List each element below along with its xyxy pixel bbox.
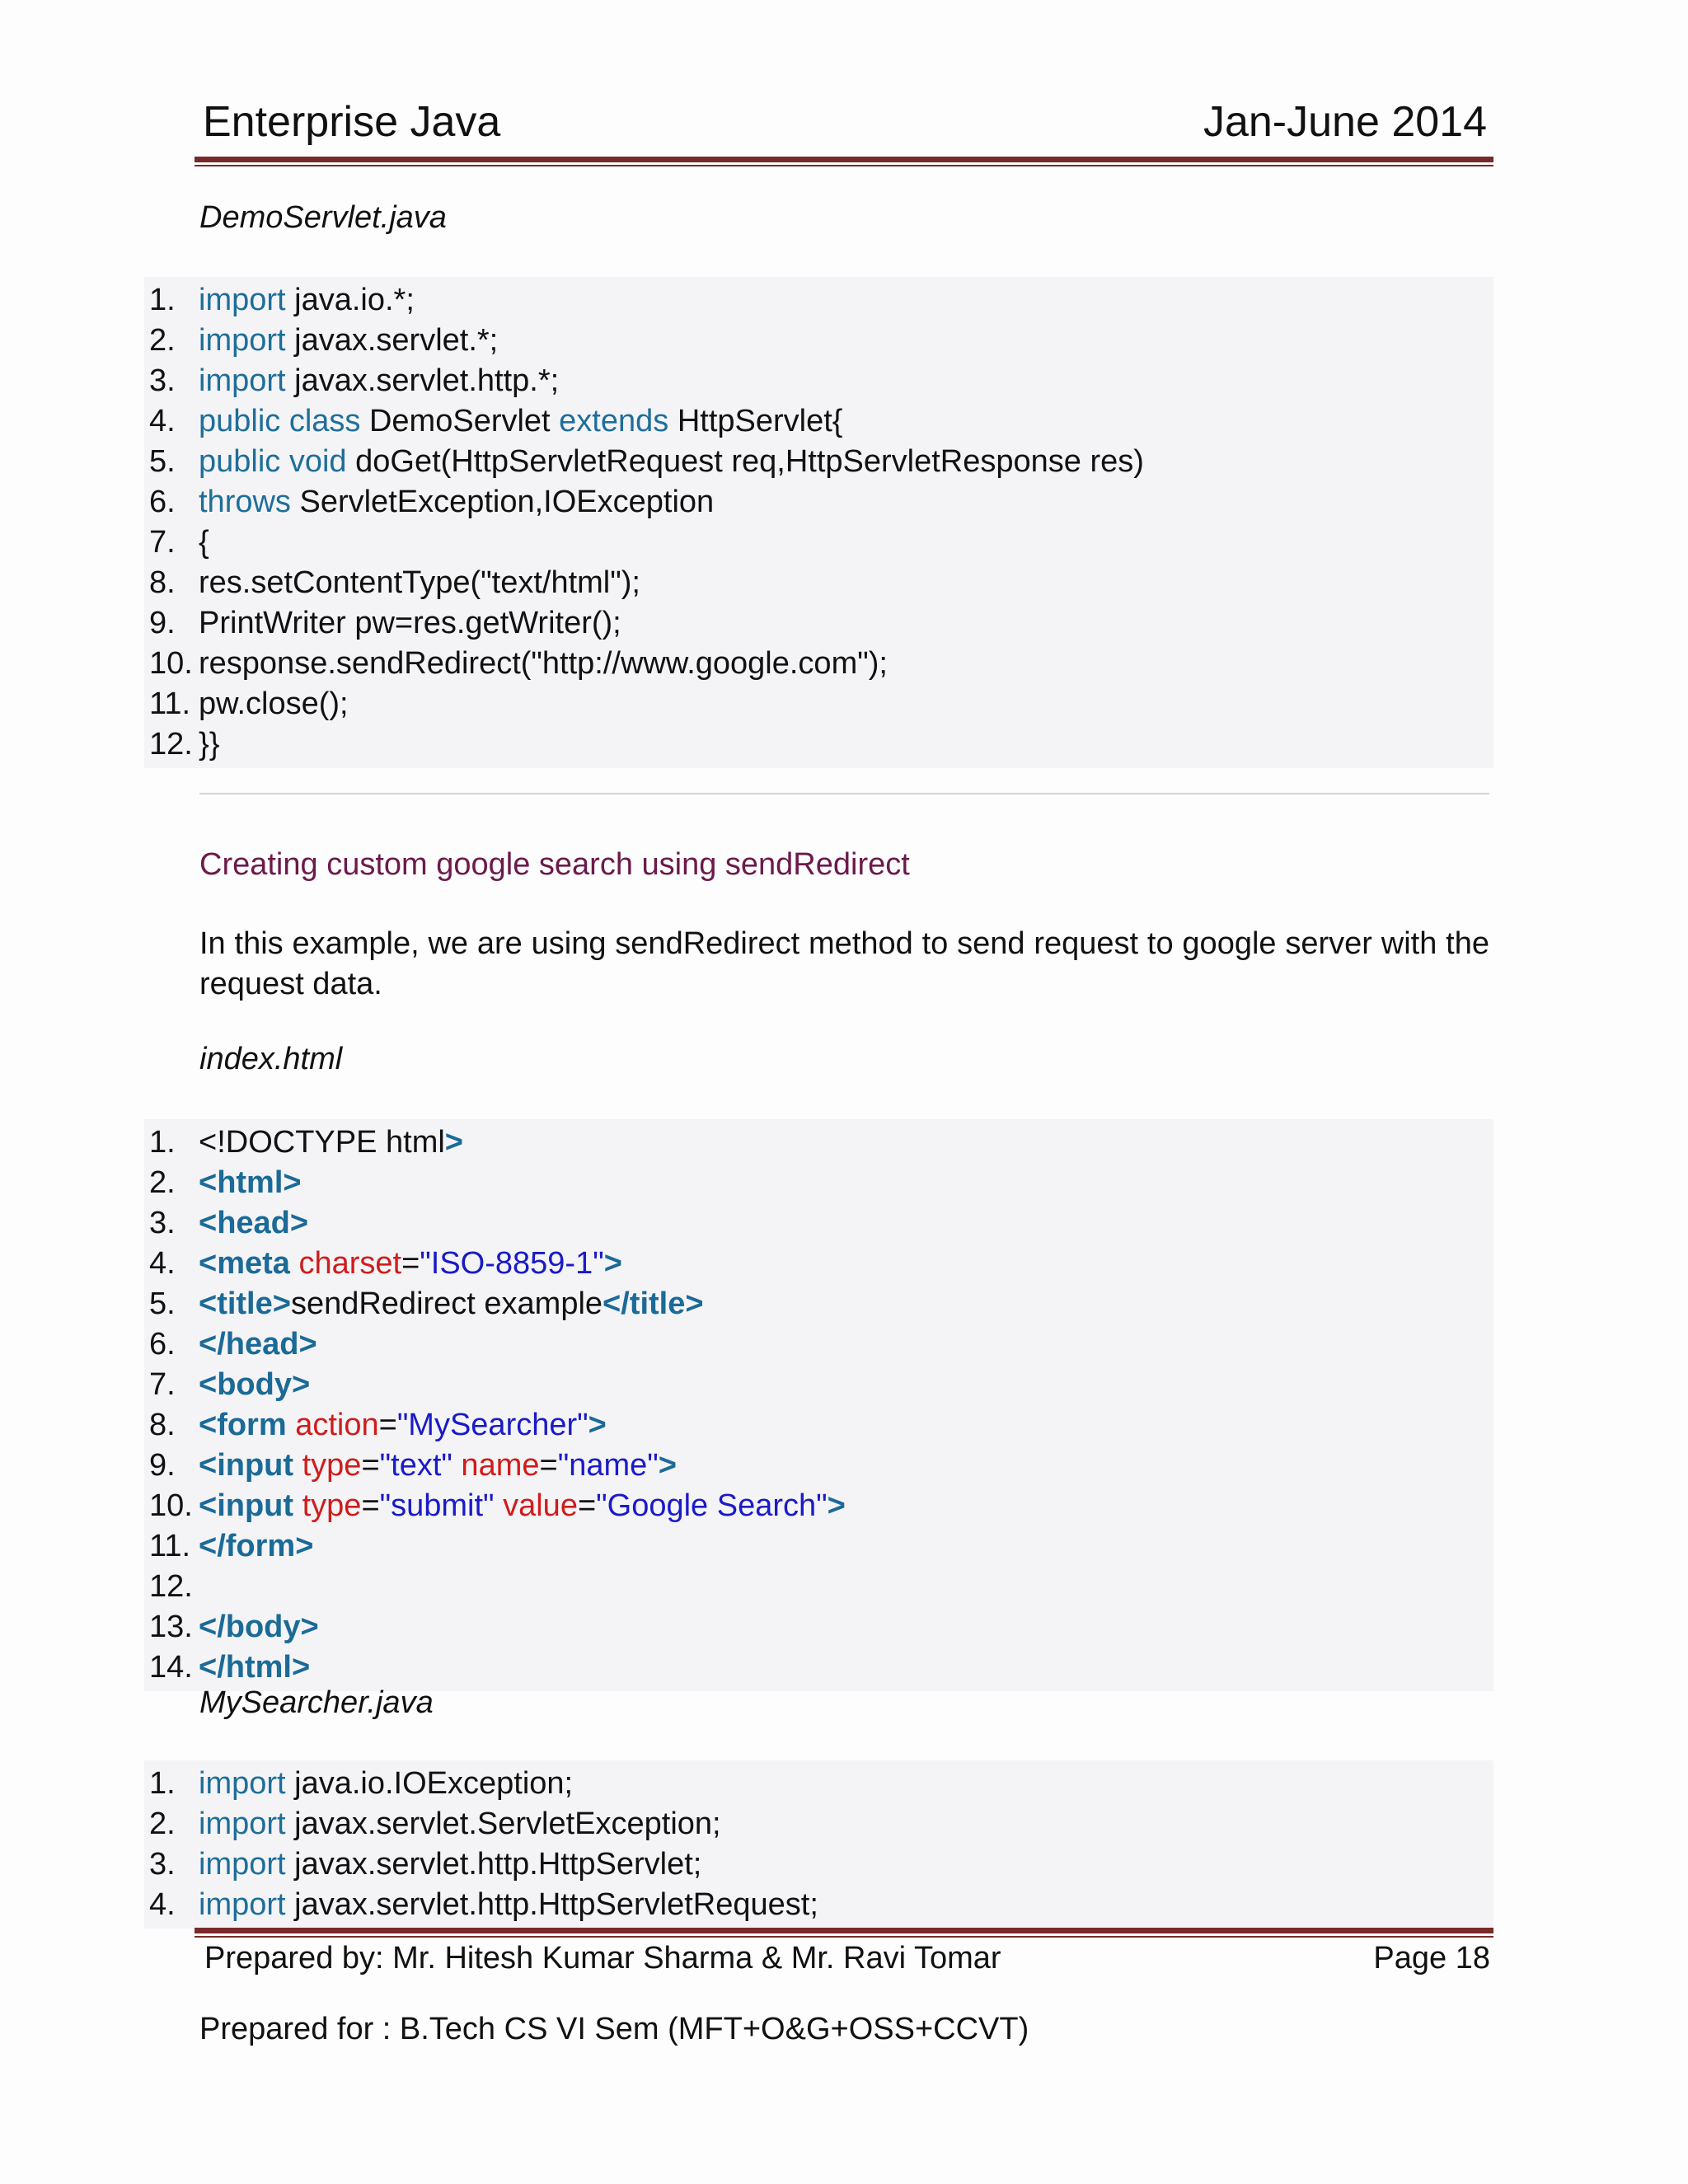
code-token: </head> — [199, 1327, 317, 1361]
line-code — [199, 684, 349, 724]
line-code — [199, 1486, 846, 1526]
header-title: Enterprise Java — [203, 98, 501, 146]
line-code — [199, 523, 209, 563]
line-number: 4. — [149, 1887, 176, 1922]
code-token: { — [199, 525, 209, 560]
line-code — [199, 603, 621, 644]
code-token: type — [293, 1488, 362, 1523]
code-token: java.io.*; — [285, 283, 415, 317]
section-paragraph: In this example, we are using sendRedirect method to send request to google server with the request data. — [199, 926, 1489, 1001]
code-token: PrintWriter pw=res.getWriter(); — [199, 606, 621, 640]
line-code — [199, 1446, 677, 1486]
code-block-demoservlet — [144, 277, 1493, 768]
code-line — [144, 1607, 1493, 1647]
code-line — [144, 1365, 1493, 1405]
code-token: import — [199, 283, 286, 317]
page-header — [203, 97, 1487, 155]
code-token: > — [827, 1488, 846, 1523]
code-token: DemoServlet — [360, 404, 560, 438]
code-token: "text" — [379, 1448, 452, 1483]
line-code — [199, 1764, 573, 1804]
line-number: 7. — [149, 1367, 176, 1402]
code-token: javax.servlet.ServletException; — [285, 1807, 721, 1841]
code-token: <!DOCTYPE html — [199, 1125, 445, 1160]
code-token: javax.servlet.http.HttpServlet; — [285, 1847, 702, 1882]
line-number: 8. — [149, 1408, 176, 1442]
line-code — [199, 1885, 818, 1925]
header-rule — [195, 157, 1493, 162]
line-code — [199, 563, 640, 603]
code-line — [144, 1804, 1493, 1844]
code-token: res.setContentType("text/html"); — [199, 565, 640, 600]
code-line — [144, 644, 1493, 684]
line-number: 1. — [149, 1125, 176, 1160]
code-token: = — [577, 1488, 597, 1523]
code-token: import — [199, 1887, 286, 1922]
code-token: = — [378, 1408, 397, 1442]
code-line — [144, 1647, 1493, 1688]
code-line — [144, 1284, 1493, 1324]
code-token: javax.servlet.http.*; — [285, 363, 560, 398]
line-code — [199, 1365, 310, 1405]
code-token: "MySearcher" — [396, 1408, 588, 1442]
line-number: 3. — [149, 363, 176, 398]
line-number: 3. — [149, 1847, 176, 1882]
code-token: </html> — [199, 1650, 311, 1685]
code-token: import — [199, 1766, 286, 1801]
code-block-index-html — [144, 1119, 1493, 1691]
line-code — [199, 1804, 721, 1844]
code-token: <form — [199, 1408, 287, 1442]
code-line — [144, 482, 1493, 523]
line-number: 6. — [149, 485, 176, 519]
footer-prepared-for: Prepared for : B.Tech CS VI Sem (MFT+O&G+OSS+CCVT) — [199, 2012, 1029, 2046]
section-heading: Creating custom google search using sendRedirect — [199, 847, 910, 882]
line-number: 4. — [149, 1246, 176, 1281]
line-code — [199, 1122, 463, 1163]
line-number: 11. — [149, 1529, 191, 1563]
code-line — [144, 442, 1493, 482]
code-token: doGet(HttpServletRequest req,HttpServletResponse res) — [346, 444, 1144, 479]
code-token: > — [658, 1448, 677, 1483]
file-name-demoservlet: DemoServlet.java — [199, 200, 447, 235]
code-token: pw.close(); — [199, 687, 349, 721]
code-token: import — [199, 363, 286, 398]
code-line — [144, 724, 1493, 765]
code-token: </body> — [199, 1610, 319, 1644]
line-code — [199, 1647, 310, 1688]
code-line — [144, 684, 1493, 724]
code-token: javax.servlet.*; — [285, 323, 499, 358]
code-token: import — [199, 1847, 286, 1882]
line-number: 11. — [149, 687, 191, 721]
code-line — [144, 1526, 1493, 1567]
line-number: 9. — [149, 606, 176, 640]
code-line — [144, 321, 1493, 361]
code-token: extends — [559, 404, 669, 438]
code-token: name — [452, 1448, 540, 1483]
code-token: </title> — [603, 1286, 704, 1321]
code-line — [144, 280, 1493, 321]
line-code — [199, 280, 415, 321]
code-token: <title> — [199, 1286, 291, 1321]
separator-line — [199, 793, 1489, 794]
line-number: 14. — [149, 1650, 193, 1685]
code-token: public class — [199, 404, 361, 438]
code-token: = — [361, 1448, 380, 1483]
line-number: 3. — [149, 1206, 176, 1240]
code-token: }} — [199, 727, 220, 762]
code-line — [144, 1764, 1493, 1804]
code-line — [144, 1122, 1493, 1163]
code-token: public void — [199, 444, 347, 479]
code-token: charset — [289, 1246, 402, 1281]
line-code — [199, 1324, 317, 1365]
line-code — [199, 1844, 701, 1885]
line-number: 10. — [149, 1488, 193, 1523]
header-rule-thin — [195, 165, 1493, 166]
code-token: sendRedirect example — [290, 1286, 603, 1321]
header-date: Jan-June 2014 — [1203, 98, 1487, 146]
code-token: response.sendRedirect("http://www.google.com"); — [199, 646, 888, 681]
code-token: "submit" — [379, 1488, 495, 1523]
line-code — [199, 724, 219, 765]
code-token: <input — [199, 1488, 294, 1523]
line-code — [199, 644, 888, 684]
line-code — [199, 1526, 313, 1567]
line-number: 1. — [149, 283, 176, 317]
line-number: 7. — [149, 525, 176, 560]
code-token: import — [199, 1807, 286, 1841]
code-line — [144, 1203, 1493, 1244]
footer-prepared-by: Prepared by: Mr. Hitesh Kumar Sharma & Mr. Ravi Tomar — [204, 1941, 1001, 1975]
line-code — [199, 482, 714, 523]
code-token: = — [361, 1488, 380, 1523]
code-token: "Google Search" — [596, 1488, 828, 1523]
code-token: </form> — [199, 1529, 314, 1563]
code-line — [144, 1446, 1493, 1486]
file-name-index-html: index.html — [199, 1042, 343, 1076]
line-code — [199, 1284, 704, 1324]
code-line — [144, 1244, 1493, 1284]
code-token: <body> — [199, 1367, 311, 1402]
line-number: 5. — [149, 1286, 176, 1321]
code-token: = — [539, 1448, 558, 1483]
line-number: 8. — [149, 565, 176, 600]
line-code — [199, 1405, 607, 1446]
line-number: 10. — [149, 646, 193, 681]
code-line — [144, 523, 1493, 563]
code-line — [144, 1324, 1493, 1365]
code-token: value — [494, 1488, 578, 1523]
line-code — [199, 1607, 319, 1647]
line-number: 9. — [149, 1448, 176, 1483]
code-line — [144, 361, 1493, 401]
code-token: HttpServlet{ — [668, 404, 843, 438]
code-token: import — [199, 323, 286, 358]
code-token: javax.servlet.http.HttpServletRequest; — [285, 1887, 818, 1922]
code-line — [144, 563, 1493, 603]
line-code — [199, 401, 842, 442]
line-code — [199, 1203, 308, 1244]
code-token: throws — [199, 485, 291, 519]
code-token: "ISO-8859-1" — [420, 1246, 604, 1281]
code-line — [144, 1163, 1493, 1203]
code-token: ServletException,IOException — [290, 485, 715, 519]
line-code — [199, 321, 498, 361]
line-number: 12. — [149, 1569, 193, 1604]
footer-page-number: Page 18 — [1373, 1941, 1490, 1975]
code-token: type — [293, 1448, 362, 1483]
line-code — [199, 1244, 622, 1284]
code-line — [144, 1567, 1493, 1607]
code-token: <meta — [199, 1246, 290, 1281]
line-code — [199, 442, 1144, 482]
code-line — [144, 401, 1493, 442]
line-code — [199, 361, 559, 401]
footer-rule — [195, 1928, 1493, 1933]
code-token: > — [444, 1125, 463, 1160]
code-line — [144, 603, 1493, 644]
code-token: > — [603, 1246, 622, 1281]
code-token: <head> — [199, 1206, 309, 1240]
code-token: > — [588, 1408, 607, 1442]
code-token: <html> — [199, 1165, 302, 1200]
file-name-mysearcher: MySearcher.java — [199, 1685, 434, 1720]
code-line — [144, 1885, 1493, 1925]
code-token: java.io.IOException; — [285, 1766, 574, 1801]
code-line — [144, 1405, 1493, 1446]
line-number: 13. — [149, 1610, 193, 1644]
line-number: 2. — [149, 323, 176, 358]
line-number: 2. — [149, 1807, 176, 1841]
code-token: = — [401, 1246, 420, 1281]
code-line — [144, 1844, 1493, 1885]
line-number: 2. — [149, 1165, 176, 1200]
code-token: action — [286, 1408, 379, 1442]
code-line — [144, 1486, 1493, 1526]
line-code — [199, 1163, 302, 1203]
line-number: 6. — [149, 1327, 176, 1361]
line-number: 1. — [149, 1766, 176, 1801]
line-number: 5. — [149, 444, 176, 479]
code-token: <input — [199, 1448, 294, 1483]
code-block-mysearcher — [144, 1760, 1493, 1929]
footer-rule-thin — [195, 1936, 1493, 1938]
line-number: 4. — [149, 404, 176, 438]
code-token: "name" — [557, 1448, 659, 1483]
line-number: 12. — [149, 727, 193, 762]
